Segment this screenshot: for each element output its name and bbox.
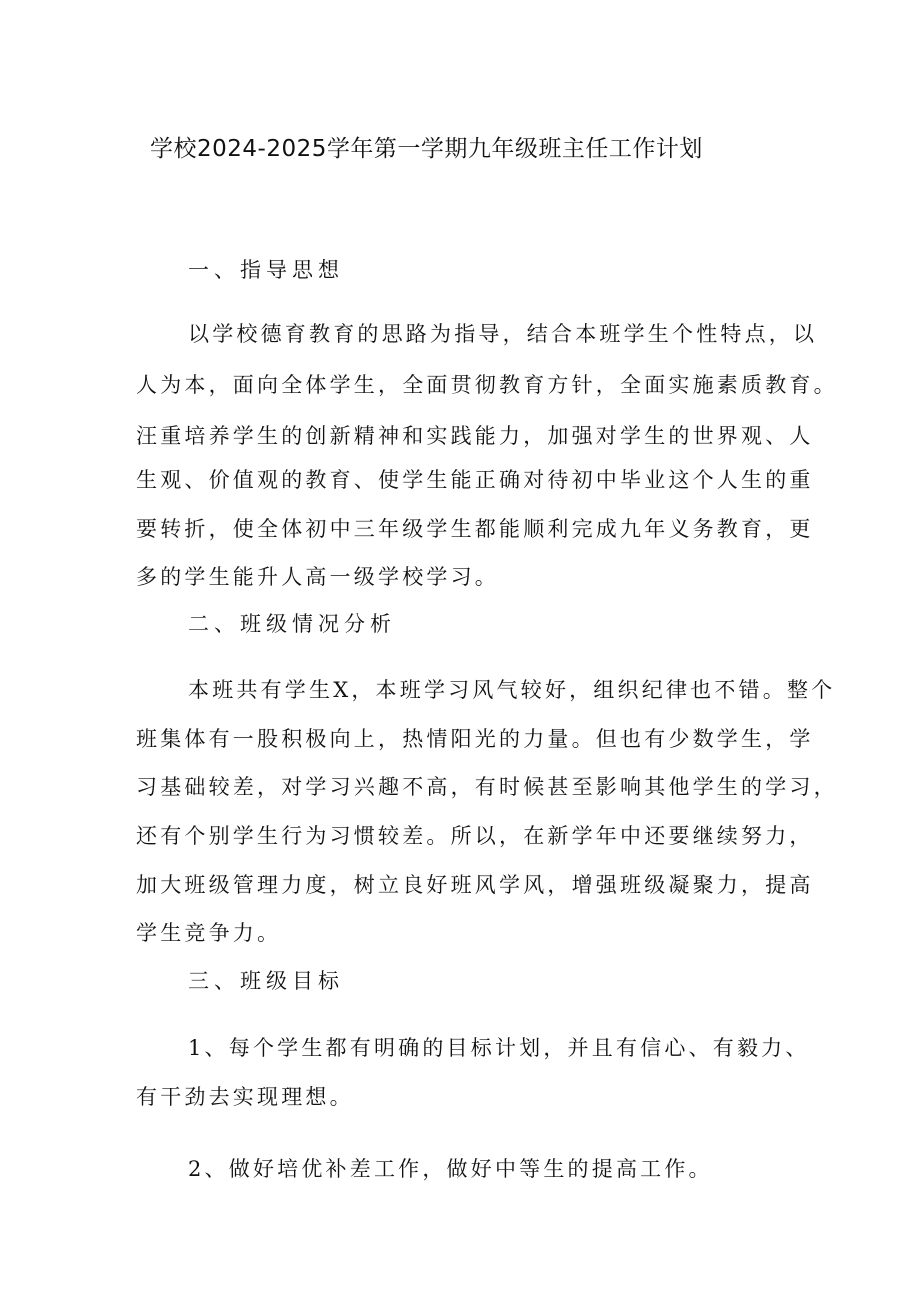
section-2-line: 班集体有一股积极向上，热情阳光的力量。但也有少数学生，学 xyxy=(136,727,814,751)
section-1-line: 要转折，使全体初中三年级学生都能顺利完成九年义务教育，更 xyxy=(136,517,814,541)
section-1-line: 人为本，面向全体学生，全面贯彻教育方针，全面实施素质教育。 xyxy=(136,373,838,397)
section-2-line: 本班共有学生X，本班学习风气较好，组织纪律也不错。整个 xyxy=(188,678,836,702)
goal-item-1-line: 有干劲去实现理想。 xyxy=(136,1085,354,1109)
section-2-line: 习基础较差，对学习兴趣不高，有时候甚至影响其他学生的学习， xyxy=(136,775,838,799)
section-heading-1: 一、指导思想 xyxy=(188,258,344,282)
section-2-line: 加大班级管理力度，树立良好班风学风，增强班级凝聚力，提高 xyxy=(136,873,814,897)
section-1-line: 汪重培养学生的创新精神和实践能力，加强对学生的世界观、人 xyxy=(136,424,814,448)
section-2-line: 还有个别学生行为习惯较差。所以，在新学年中还要继续努力， xyxy=(136,824,814,848)
goal-item-1-line: 1、每个学生都有明确的目标计划，并且有信心、有毅力、 xyxy=(188,1036,810,1060)
document-title: 学校2024-2025学年第一学期九年级班主任工作计划 xyxy=(150,136,703,162)
section-1-line: 生观、价值观的教育、使学生能正确对待初中毕业这个人生的重 xyxy=(136,468,814,492)
section-1-line: 以学校德育教育的思路为指导，结合本班学生个性特点，以 xyxy=(188,322,818,346)
goal-item-2-line: 2、做好培优补差工作，做好中等生的提高工作。 xyxy=(188,1157,713,1181)
section-2-line: 学生竞争力。 xyxy=(136,921,282,945)
section-heading-3: 三、班级目标 xyxy=(188,969,344,993)
section-heading-2: 二、班级情况分析 xyxy=(188,612,396,636)
section-1-line: 多的学生能升人高一级学校学习。 xyxy=(136,565,499,589)
